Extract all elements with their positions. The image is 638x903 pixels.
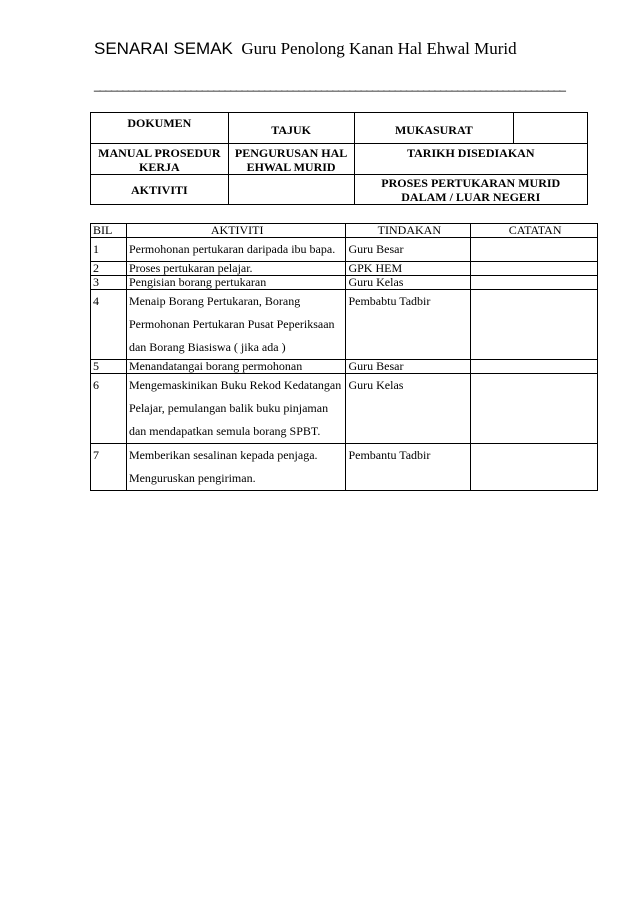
table-row <box>91 238 598 262</box>
title-role-label: Guru Penolong Kanan Hal Ehwal Murid <box>241 39 517 58</box>
table-row <box>91 276 598 290</box>
mukasurat-value-cell <box>514 113 588 144</box>
row-tindakan: Guru Kelas <box>346 276 471 290</box>
row-tindakan: Guru Kelas <box>346 374 471 444</box>
title-checklist-label: SENARAI SEMAK <box>94 39 233 58</box>
row-tindakan: GPK HEM <box>346 262 471 276</box>
row-bil: 4 <box>91 290 127 360</box>
activity-table <box>90 223 598 491</box>
tarikh-cell: TARIKH DISEDIAKAN <box>354 144 587 175</box>
table-row <box>91 444 598 491</box>
row-bil: 2 <box>91 262 127 276</box>
row-catatan <box>471 262 598 276</box>
dokumen-cell: DOKUMEN <box>91 113 229 144</box>
mukasurat-cell: MUKASURAT <box>354 113 514 144</box>
row-aktiviti: Menandatangai borang permohonan <box>126 360 346 374</box>
row-bil: 7 <box>91 444 127 491</box>
row-aktiviti: Memberikan sesalinan kepada penjaga. Menguruskan pengiriman. <box>126 444 346 491</box>
row-bil: 1 <box>91 238 127 262</box>
table-row <box>91 360 598 374</box>
row-catatan <box>471 374 598 444</box>
aktiviti-header-cell: AKTIVITI <box>91 175 229 205</box>
column-header-catatan: CATATAN <box>471 224 598 238</box>
manual-cell: MANUAL PROSEDUR KERJA <box>91 144 229 175</box>
row-catatan <box>471 290 598 360</box>
row-aktiviti: Permohonan pertukaran daripada ibu bapa. <box>126 238 346 262</box>
proses-cell: PROSES PERTUKARAN MURID DALAM / LUAR NEGERI <box>354 175 587 205</box>
row-aktiviti: Proses pertukaran pelajar. <box>126 262 346 276</box>
table-row <box>91 262 598 276</box>
document-title <box>94 39 517 59</box>
row-catatan <box>471 276 598 290</box>
aktiviti-blank-cell <box>228 175 354 205</box>
row-bil: 6 <box>91 374 127 444</box>
row-tindakan: Pembabtu Tadbir <box>346 290 471 360</box>
header-table <box>90 112 588 205</box>
row-aktiviti: Pengisian borang pertukaran <box>126 276 346 290</box>
row-aktiviti: Menaip Borang Pertukaran, Borang Permohonan Pertukaran Pusat Peperiksaan dan Borang Biasiswa ( jika ada ) <box>126 290 346 360</box>
row-tindakan: Guru Besar <box>346 238 471 262</box>
activity-table-header-row <box>91 224 598 238</box>
table-row <box>91 290 598 360</box>
row-catatan <box>471 360 598 374</box>
column-header-aktiviti: AKTIVITI <box>126 224 346 238</box>
column-header-bil: BIL <box>91 224 127 238</box>
divider-line: ___________________________________________________________________________________ <box>94 78 565 92</box>
pengurusan-cell: PENGURUSAN HAL EHWAL MURID <box>228 144 354 175</box>
column-header-tindakan: TINDAKAN <box>346 224 471 238</box>
table-row <box>91 374 598 444</box>
row-tindakan: Guru Besar <box>346 360 471 374</box>
row-aktiviti: Mengemaskinikan Buku Rekod Kedatangan Pelajar, pemulangan balik buku pinjaman dan mendapatkan semula borang SPBT. <box>126 374 346 444</box>
row-tindakan: Pembantu Tadbir <box>346 444 471 491</box>
row-bil: 5 <box>91 360 127 374</box>
row-catatan <box>471 238 598 262</box>
row-catatan <box>471 444 598 491</box>
row-bil: 3 <box>91 276 127 290</box>
tajuk-cell: TAJUK <box>228 113 354 144</box>
